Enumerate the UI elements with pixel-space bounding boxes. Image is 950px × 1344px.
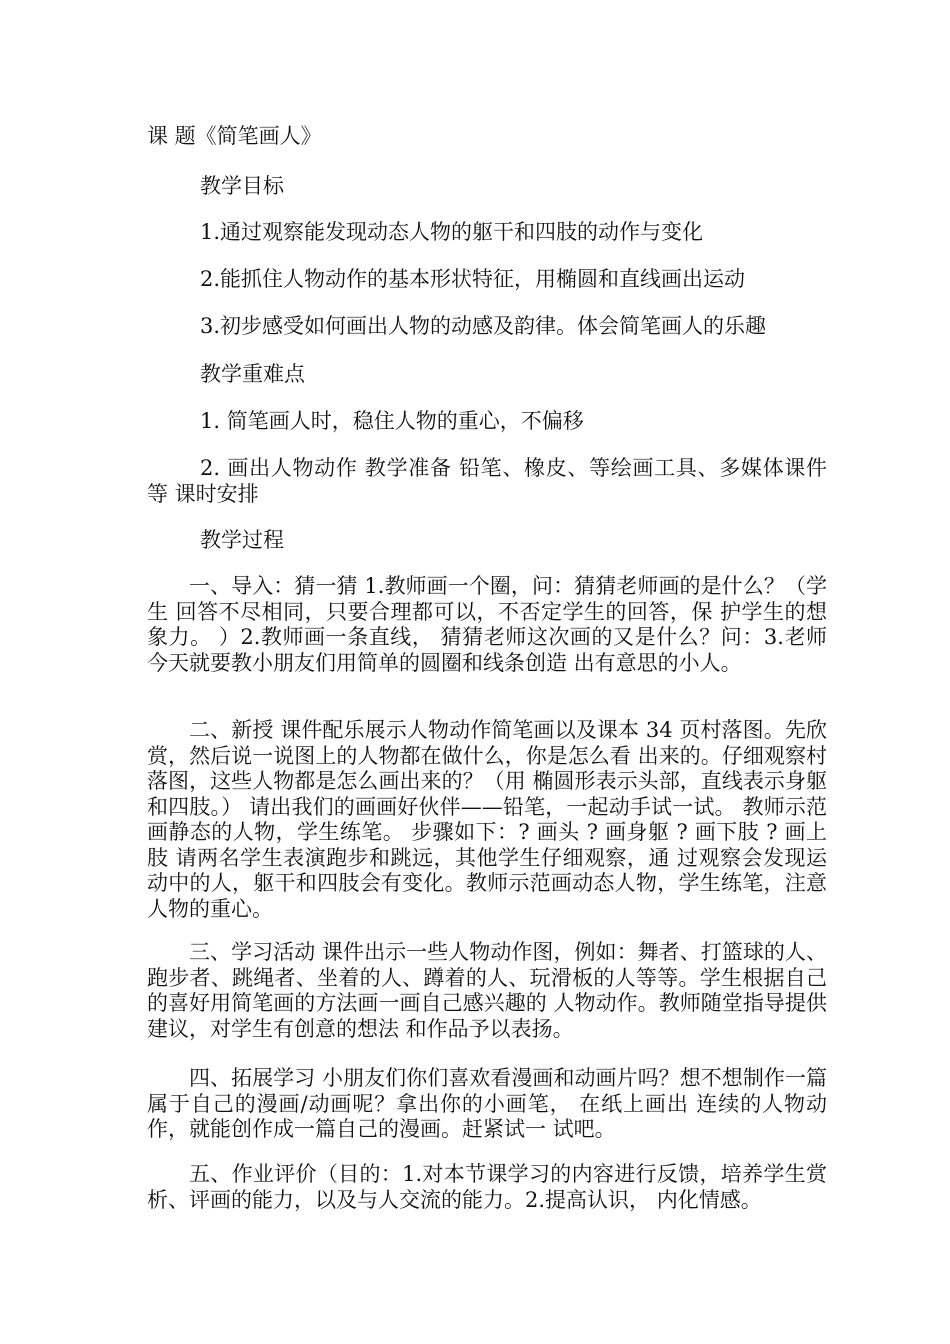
- goal-item: 3.初步感受如何画出人物的动感及韵律。体会简笔画人的乐趣: [200, 314, 767, 338]
- process-section-evaluation: 五、作业评价（目的：1.对本节课学习的内容进行反馈，培养学生赏析、评画的能力，以及与人交流的能力。2.提高认识， 内化情感。: [147, 1162, 827, 1212]
- process-heading: 教学过程: [200, 528, 284, 552]
- key-points-heading: 教学重难点: [200, 362, 305, 386]
- goal-item: 1.通过观察能发现动态人物的躯干和四肢的动作与变化: [200, 220, 704, 244]
- key-point-item: 1. 简笔画人时，稳住人物的重心，不偏移: [200, 409, 584, 433]
- goal-item: 2.能抓住人物动作的基本形状特征，用椭圆和直线画出运动: [200, 267, 746, 291]
- goals-heading: 教学目标: [200, 174, 284, 198]
- process-section-intro: 一、导入：猜一猜 1.教师画一个圈，问：猜猜老师画的是什么？（学生 回答不尽相同，只要合理都可以，不否定学生的回答，保 护学生的想象力。 ）2.教师画一条直线， 猜猜老师这次画的又是什么？问：3.老师今天就要教小朋友们用简单的圆圈和线条创造 出有意思的小人。: [147, 574, 827, 675]
- process-section-extension: 四、拓展学习 小朋友们你们喜欢看漫画和动画片吗？想不想制作一篇属于自己的漫画/动画呢？拿出你的小画笔， 在纸上画出 连续的人物动作，就能创作成一篇自己的漫画。赶紧试一 试吧。: [147, 1066, 827, 1141]
- process-section-new-lesson: 二、新授 课件配乐展示人物动作简笔画以及课本 34 页村落图。先欣赏，然后说一说图上的人物都在做什么，你是怎么看 出来的。仔细观察村落图，这些人物都是怎么画出来的？（用 椭圆形表示头部，直线表示身躯和四肢。） 请出我们的画画好伙伴——铅笔，一起动手试一试。 教师示范画静态的人物，学生练笔。 步骤如下：? 画头 ? 画身躯 ? 画下肢 ? 画上肢 请两名学生表演跑步和跳远，其他学生仔细观察，通 过观察会发现运动中的人，躯干和四肢会有变化。教师示范画动态人物，学生练笔，注意人物的重心。: [147, 718, 827, 921]
- process-section-activity: 三、学习活动 课件出示一些人物动作图，例如：舞者、打篮球的人、跑步者、跳绳者、坐着的人、蹲着的人、玩滑板的人等等。学生根据自己的喜好用简笔画的方法画一画自己感兴趣的 人物动作。教师随堂指导提供建议，对学生有创意的想法 和作品予以表扬。: [147, 940, 827, 1041]
- key-point-item: 2. 画出人物动作 教学准备 铅笔、橡皮、等绘画工具、多媒体课件等 课时安排: [147, 456, 827, 506]
- lesson-title: 课 题《简笔画人》: [147, 124, 322, 148]
